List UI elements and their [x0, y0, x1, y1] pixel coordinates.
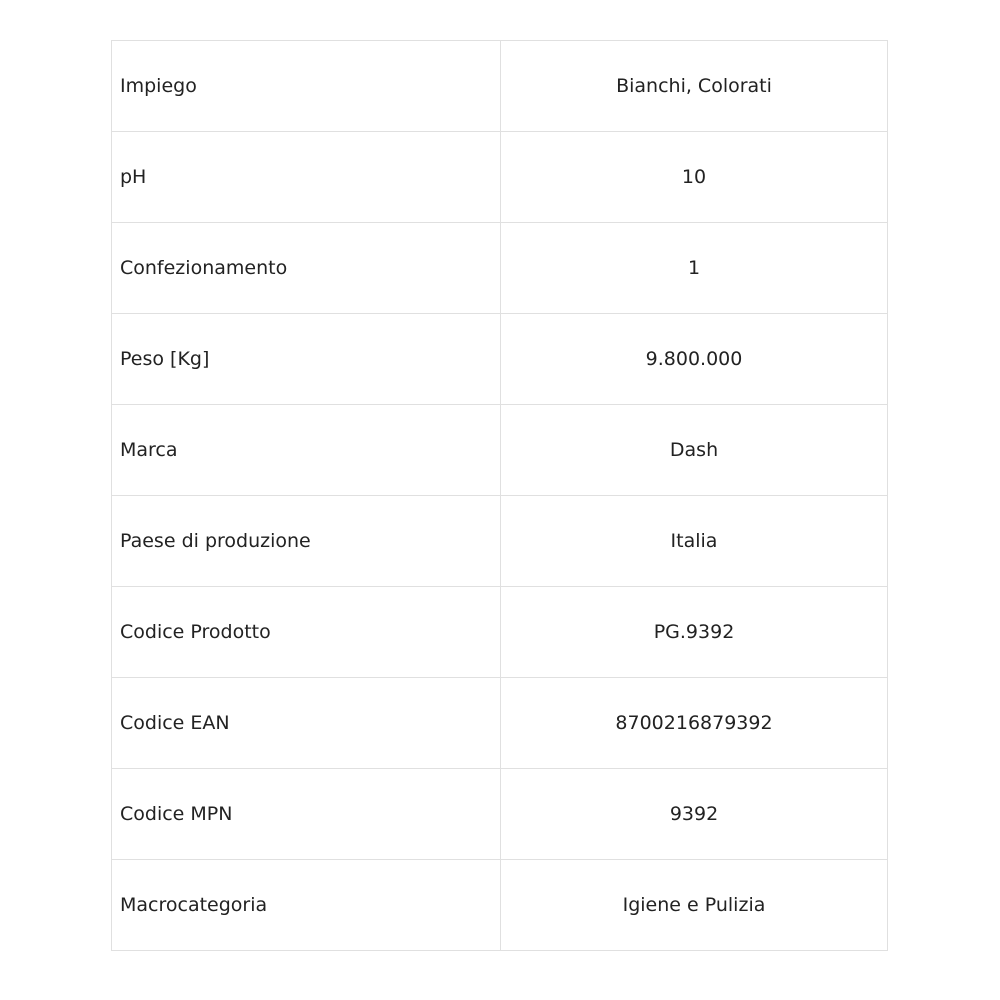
- spec-row-macrocategoria: [112, 860, 888, 951]
- spec-value: Dash: [501, 405, 888, 496]
- spec-row-ph: [112, 132, 888, 223]
- spec-label: Codice MPN: [112, 769, 501, 860]
- spec-value: 9.800.000: [501, 314, 888, 405]
- spec-label: Marca: [112, 405, 501, 496]
- spec-value: 9392: [501, 769, 888, 860]
- spec-label: Codice EAN: [112, 678, 501, 769]
- spec-row-impiego: [112, 41, 888, 132]
- spec-row-marca: [112, 405, 888, 496]
- spec-value: Bianchi, Colorati: [501, 41, 888, 132]
- spec-label: Confezionamento: [112, 223, 501, 314]
- spec-value: 8700216879392: [501, 678, 888, 769]
- spec-row-codice-ean: [112, 678, 888, 769]
- spec-label: Impiego: [112, 41, 501, 132]
- spec-value: PG.9392: [501, 587, 888, 678]
- spec-value: 1: [501, 223, 888, 314]
- spec-label: Codice Prodotto: [112, 587, 501, 678]
- spec-value: 10: [501, 132, 888, 223]
- spec-label: Peso [Kg]: [112, 314, 501, 405]
- spec-label: pH: [112, 132, 501, 223]
- spec-label: Paese di produzione: [112, 496, 501, 587]
- spec-row-paese-di-produzione: [112, 496, 888, 587]
- product-spec-table: [111, 40, 888, 951]
- spec-row-confezionamento: [112, 223, 888, 314]
- spec-value: Italia: [501, 496, 888, 587]
- spec-label: Macrocategoria: [112, 860, 501, 951]
- spec-row-codice-prodotto: [112, 587, 888, 678]
- spec-row-codice-mpn: [112, 769, 888, 860]
- spec-value: Igiene e Pulizia: [501, 860, 888, 951]
- spec-row-peso: [112, 314, 888, 405]
